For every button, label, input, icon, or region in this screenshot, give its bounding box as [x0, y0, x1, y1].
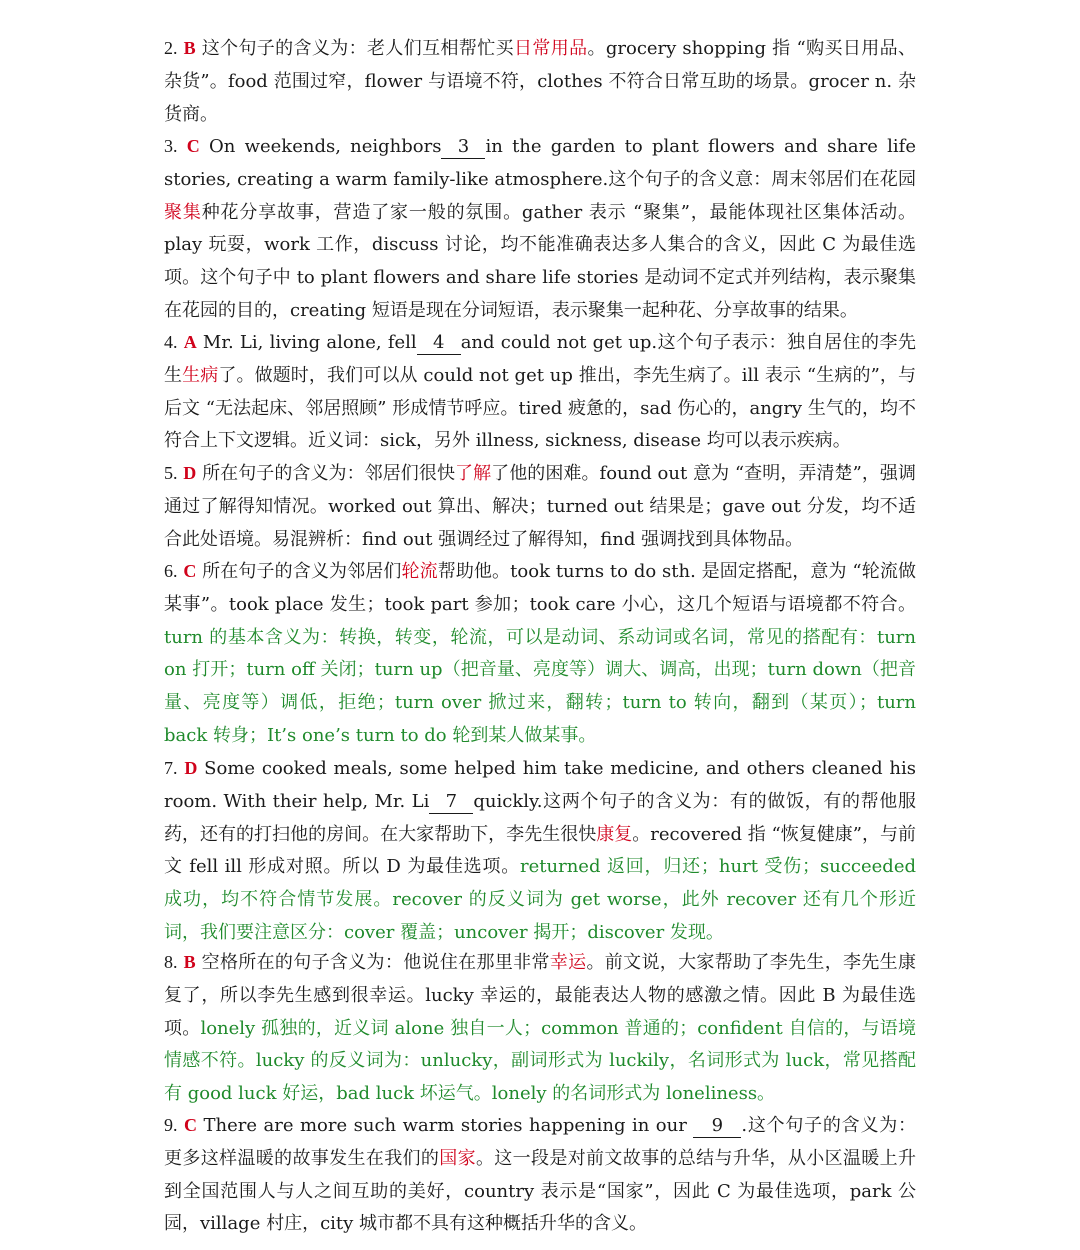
item-number: 4.: [164, 332, 178, 352]
extension-note: turn 的基本含义为：转换，转变，轮流，可以是动词、系动词或名词，常见的搭配有：turn on 打开；turn off 关闭；turn up（把音量、亮度等）调大、调高，出现；turn down（把音量、亮度等）调低，拒绝；turn over 掀过来，翻转；turn to 转向，翻到（某页）；turn back 转身；It’s one’s turn to do 轮到某人做某事。: [164, 626, 916, 746]
explanation-text: and could not get up.这个句子表示：独自居住的李先生: [164, 332, 916, 386]
answer-letter: B: [183, 38, 196, 58]
highlight-keyword: 轮流: [401, 561, 438, 582]
answer-letter: C: [186, 136, 200, 156]
explanation-text: 所在句子的含义为邻居们: [196, 561, 402, 582]
explanation-item-9: [164, 1109, 916, 1241]
answer-letter: D: [184, 758, 198, 778]
answer-blank: 9: [693, 1115, 741, 1138]
item-number: 8.: [164, 952, 178, 972]
explanation-item-3: [164, 130, 916, 328]
explanation-item-7: [164, 752, 916, 950]
explanation-text: 。前文说，大家帮助了李先生，李先生康复了，所以李先生感到很幸运。lucky 幸运的，最能表达人物的感激之情。因此 B 为最佳选项。: [164, 952, 916, 1039]
explanation-item-5: [164, 457, 916, 556]
answer-blank: 7: [429, 791, 473, 814]
explanation-text: 帮助他。took turns to do sth. 是固定搭配，意为 “轮流做某事”。took place 发生；took part 参加；took care 小心，这几个短语与语境都不符合。: [164, 561, 916, 615]
answer-letter: A: [183, 332, 197, 352]
explanation-text: 。recovered 指 “恢复健康”，与前文 fell ill 形成对照。所以 D 为最佳选项。: [164, 823, 917, 878]
explanation-item-8: [164, 946, 916, 1111]
explanation-item-4: [164, 326, 916, 458]
extension-note: lonely 孤独的，近义词 alone 独自一人；common 普通的；confident 自信的，与语境情感不符。lucky 的反义词为：unlucky，副词形式为 luckily，名词形式为 luck，常见搭配有 good luck 好运，bad luck 坏运气。lonely 的名词形式为 loneliness。: [164, 1017, 916, 1105]
answer-blank: 3: [441, 136, 485, 159]
explanation-text: 所在句子的含义为：邻居们很快: [196, 463, 456, 484]
item-number: 5.: [164, 463, 178, 483]
item-number: 7.: [164, 758, 178, 778]
item-number: 3.: [164, 136, 178, 156]
highlight-keyword: 日常用品: [514, 38, 588, 59]
explanation-text: 了他的困难。found out 意为 “查明，弄清楚”，强调通过了解得知情况。worked out 算出、解决；turned out 结果是；gave out 分发，均不适合此处语境。易混辨析：find out 强调经过了解得知，find 强调找到具体物品。: [164, 463, 916, 550]
explanation-text: 。这一段是对前文故事的总结与升华，从小区温暖上升到全国范围人与人之间互助的美好，country 表示是“国家”，因此 C 为最佳选项，park 公园，village 村庄，city 城市都不具有这种概括升华的含义。: [164, 1147, 917, 1235]
explanation-text: 。grocery shopping 指 “购买日用品、杂货”。food 范围过窄，flower 与语境不符，clothes 不符合日常互助的场景。grocer n. 杂货商。: [164, 38, 916, 125]
explanation-text: 了。做题时，我们可以从 could not get up 推出，李先生病了。ill 表示 “生病的”，与后文 “无法起床、邻居照顾” 形成情节呼应。tired 疲惫的，sad 伤心的，angry 生气的，均不符合上下文逻辑。近义词：sick，另外 illness, sickness, disease 均可以表示疾病。: [164, 364, 917, 452]
highlight-keyword: 了解: [455, 463, 492, 484]
highlight-keyword: 康复: [596, 823, 633, 845]
answer-letter: C: [184, 1115, 197, 1135]
answer-letter: B: [183, 952, 196, 972]
question-sentence: There are more such warm stories happening in our: [197, 1115, 694, 1136]
highlight-keyword: 国家: [439, 1147, 476, 1169]
answer-letter: D: [183, 463, 197, 483]
explanation-text: .这个句子的含义为：更多这样温暖的故事发生在我们的: [164, 1115, 916, 1169]
question-sentence: On weekends, neighbors: [199, 136, 442, 157]
explanation-item-2: [164, 32, 916, 131]
item-number: 6.: [164, 561, 178, 581]
explanation-text: in the garden to plant flowers and share life stories, creating a warm family-like atmosphere.这个句子的含义意：周末邻居们在花园: [164, 136, 916, 190]
highlight-keyword: 生病: [182, 364, 219, 386]
highlight-keyword: 聚集: [164, 201, 202, 223]
explanation-item-6: [164, 555, 916, 753]
answer-letter: C: [183, 561, 197, 581]
explanation-text: 这个句子的含义为：老人们互相帮忙买: [195, 38, 514, 59]
explanation-text: 空格所在的句子含义为：他说住在那里非常: [195, 952, 550, 973]
explanation-text: 种花分享故事，营造了家一般的氛围。gather 表示 “聚集”，最能体现社区集体活动。play 玩耍，work 工作，discuss 讨论，均不能准确表达多人集合的含义，因此 C 为最佳选项。这个句子中 to plant flowers and share life stories 是动词不定式并列结构，表示聚集在花园的目的，creating 短语是现在分词短语，表示聚集一起种花、分享故事的结果。: [164, 201, 917, 321]
question-sentence: Some cooked meals, some helped him take medicine, and others cleaned his room. With their help, Mr. Li: [164, 758, 917, 812]
answer-blank: 4: [417, 332, 461, 355]
explanation-text: quickly.这两个句子的含义为：有的做饭，有的帮他服药，还有的打扫他的房间。在大家帮助下，李先生很快: [164, 790, 916, 845]
highlight-keyword: 幸运: [549, 952, 587, 973]
item-number: 2.: [164, 38, 178, 58]
question-sentence: Mr. Li, living alone, fell: [196, 332, 417, 353]
extension-note: returned 返回，归还；hurt 受伤；succeeded 成功，均不符合情节发展。recover 的反义词为 get worse，此外 recover 还有几个形近词，我们要注意区分：cover 覆盖；uncover 揭开；discover 发现。: [164, 856, 916, 943]
item-number: 9.: [164, 1115, 178, 1135]
